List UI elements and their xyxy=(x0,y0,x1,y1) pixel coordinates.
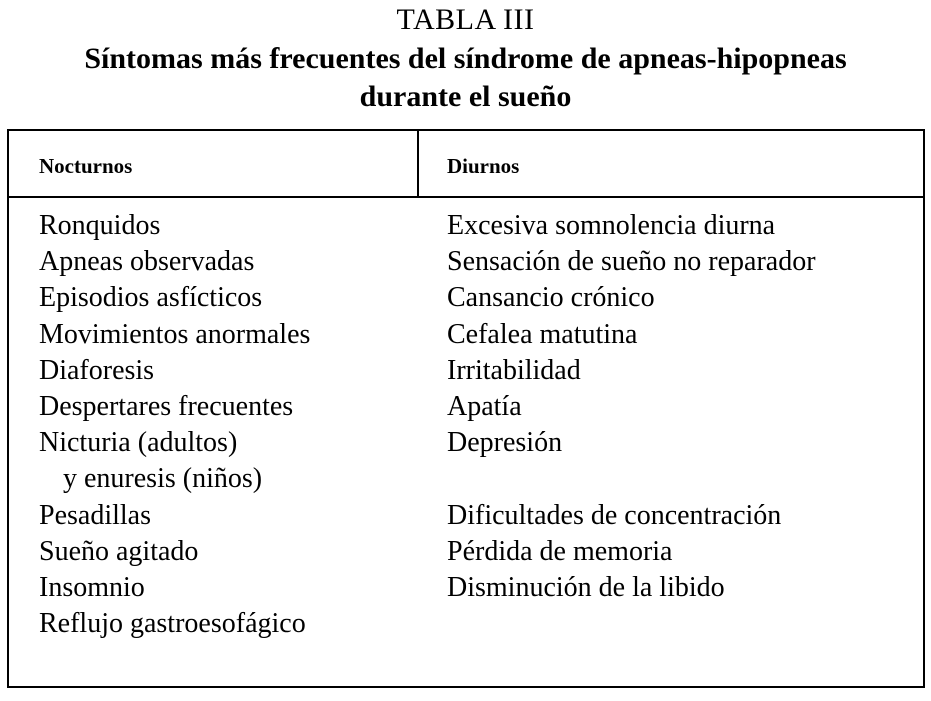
list-item: Sueño agitado xyxy=(39,535,199,567)
diurnos-list xyxy=(447,208,917,606)
symptoms-table xyxy=(7,129,925,688)
list-item: Cefalea matutina xyxy=(447,318,638,350)
table-number: TABLA III xyxy=(396,3,535,36)
list-item: Episodios asfícticos xyxy=(39,282,263,314)
list-item: Insomnio xyxy=(39,571,145,603)
list-item: Diaforesis xyxy=(39,354,155,386)
list-item-spacer xyxy=(447,461,917,497)
list-item: Movimientos anormales xyxy=(39,318,311,350)
list-item: Nicturia (adultos) xyxy=(39,427,238,459)
column-divider xyxy=(417,131,419,196)
list-item: Apatía xyxy=(447,390,522,422)
table-header-row xyxy=(9,131,923,198)
list-item: Disminución de la libido xyxy=(447,571,725,603)
list-item-continuation: y enuresis (niños) xyxy=(63,463,263,495)
list-item: Ronquidos xyxy=(39,210,161,241)
column-header-nocturnos: Nocturnos xyxy=(39,154,133,178)
table-title-line-2: durante el sueño xyxy=(359,80,572,113)
list-item: Depresión xyxy=(447,427,563,459)
list-item: Apneas observadas xyxy=(39,246,255,278)
list-item: Pesadillas xyxy=(39,499,151,531)
list-item: Pérdida de memoria xyxy=(447,535,673,567)
list-item: Despertares frecuentes xyxy=(39,390,294,422)
list-item: Reflujo gastroesofágico xyxy=(39,608,306,640)
table-title xyxy=(0,40,931,116)
list-item: Cansancio crónico xyxy=(447,282,655,314)
list-item: Dificultades de concentración xyxy=(447,499,782,531)
list-item: Irritabilidad xyxy=(447,354,581,386)
table-title-line-1: Síntomas más frecuentes del síndrome de apneas-hipopneas xyxy=(84,42,847,75)
list-item: Excesiva somnolencia diurna xyxy=(447,210,776,241)
nocturnos-list xyxy=(39,208,409,642)
column-header-diurnos: Diurnos xyxy=(447,154,520,178)
list-item: Sensación de sueño no reparador xyxy=(447,246,816,278)
